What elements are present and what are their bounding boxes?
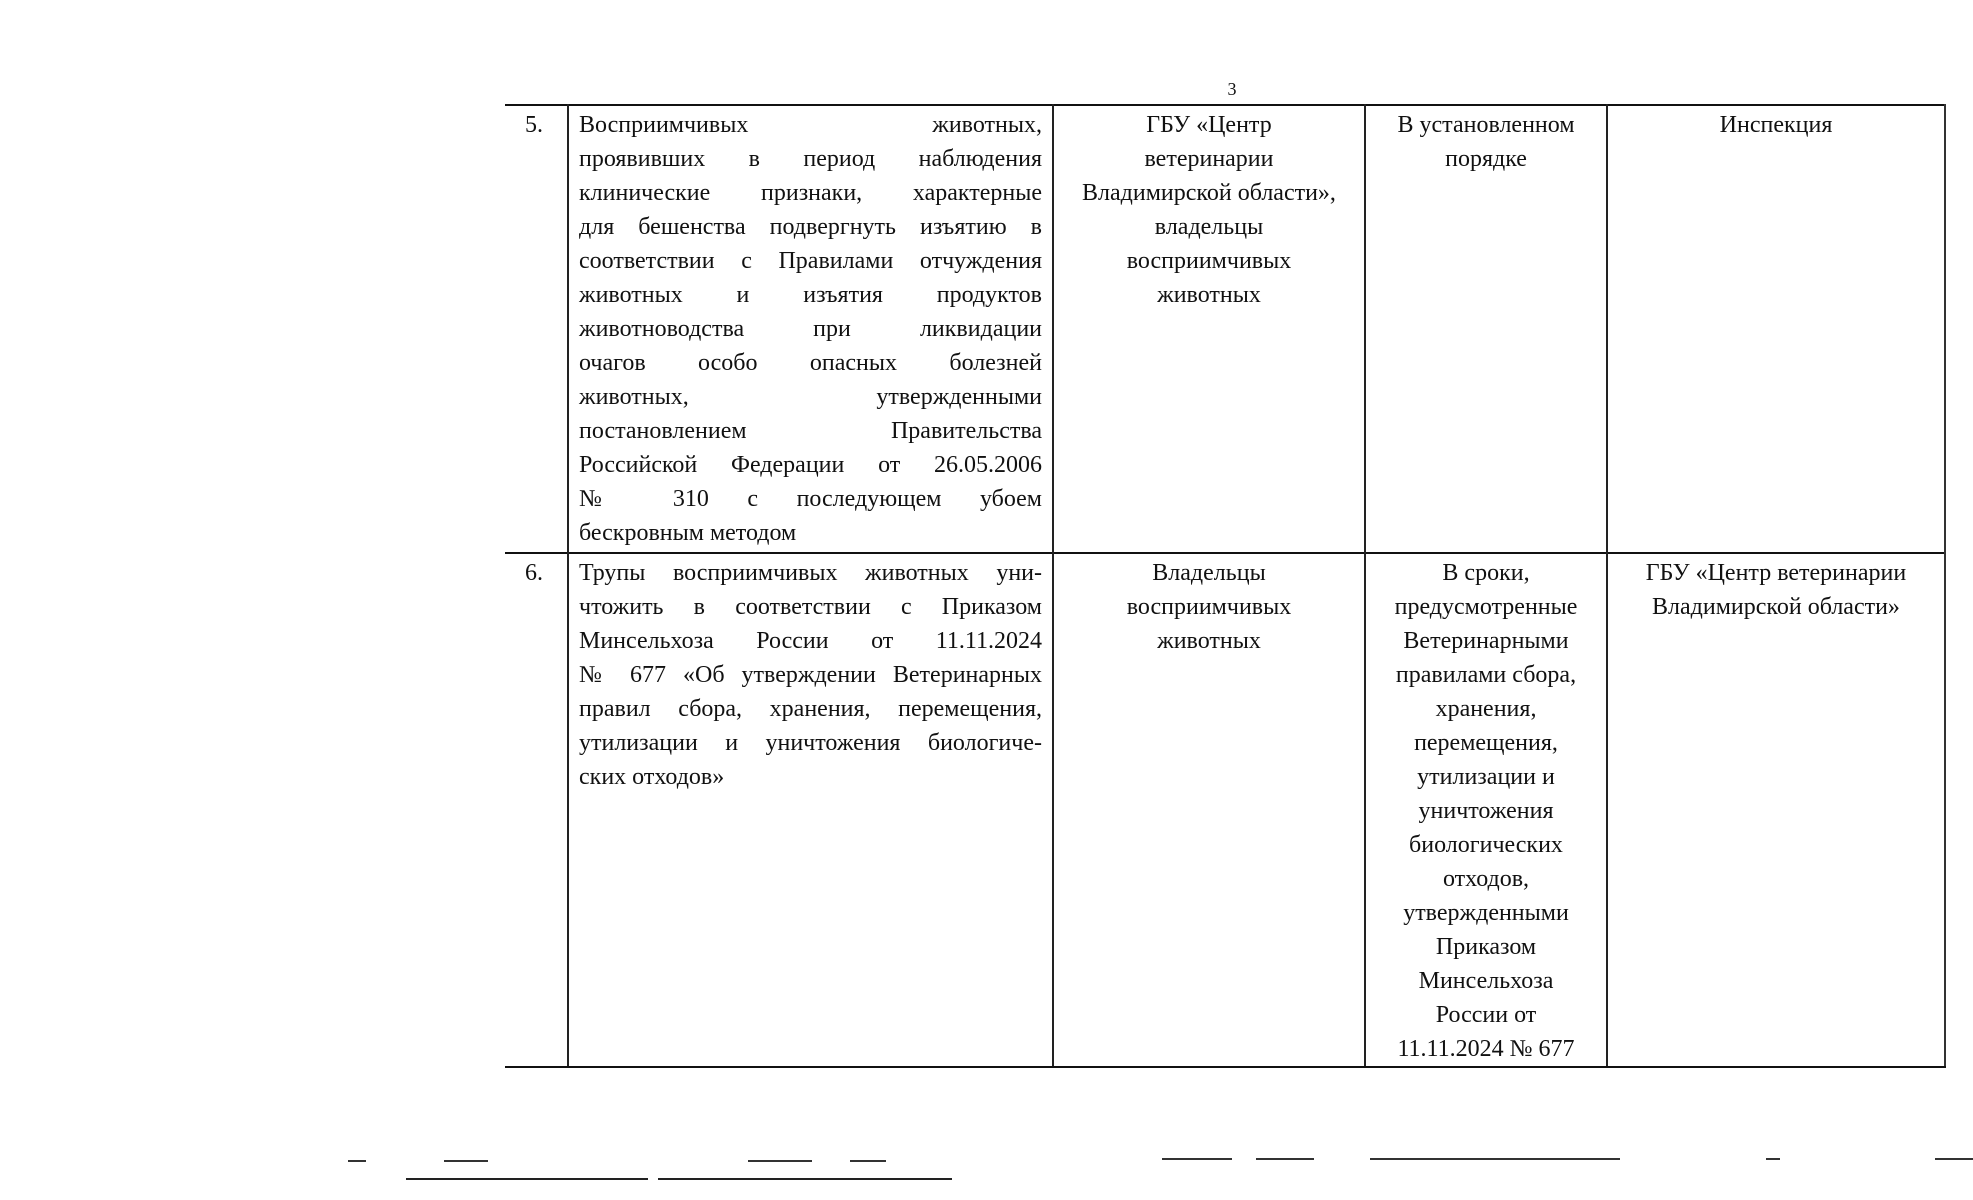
deadline-text-line: порядке (1445, 146, 1527, 172)
deadline-text-line: уничтожения (1418, 798, 1554, 824)
measure-text-line: Трупы восприимчивых животных уни- (579, 560, 1042, 586)
deadline-text-line: хранения, (1435, 696, 1537, 722)
measure-text-line: клинические признаки, характерные (579, 180, 1042, 206)
deadline-text-line: биологических (1409, 832, 1563, 858)
table-row (505, 105, 1945, 553)
measure-text-line: утилизации и уничтожения биологиче- (579, 730, 1042, 756)
scan-artifact-line (348, 1160, 366, 1162)
executor-text-line: животных (1157, 282, 1261, 308)
executor-text-line: Владимирской области», (1082, 180, 1336, 206)
measure-text-line: правил сбора, хранения, перемещения, (579, 696, 1042, 722)
deadline-text-line: утилизации и (1417, 764, 1555, 790)
control-text-line: Владимирской области» (1652, 594, 1900, 620)
measures-table (505, 104, 1946, 1068)
measure-text-line: Минсельхоза России от 11.11.2024 (579, 628, 1042, 654)
scan-artifact-line (444, 1160, 488, 1162)
measure-text-line: ских отходов» (579, 764, 725, 790)
row-number: 6. (505, 553, 568, 1067)
measure-cell (568, 105, 1053, 553)
deadline-text-line: Ветеринарными (1403, 628, 1569, 654)
footer-rule (406, 1178, 648, 1180)
deadline-text-line: В сроки, (1442, 560, 1530, 586)
deadline-cell (1365, 105, 1607, 553)
executor-text-line: ветеринарии (1144, 146, 1274, 172)
deadline-text-line: перемещения, (1414, 730, 1558, 756)
measure-text-line: № 677 «Об утверждении Ветеринарных (579, 662, 1042, 688)
deadline-text-line: предусмотренные (1394, 594, 1578, 620)
executor-text-line: владельцы (1154, 214, 1264, 240)
measure-text-line: животных, утвержденными (579, 384, 1042, 410)
deadline-text-line: утвержденными (1403, 900, 1569, 926)
scan-artifact-line (1370, 1158, 1620, 1160)
measure-text-line: проявивших в период наблюдения (579, 146, 1042, 172)
table-row (505, 553, 1945, 1067)
deadline-text-line: Минсельхоза (1418, 968, 1554, 994)
measure-text-line: постановлением Правительства (579, 418, 1042, 444)
measure-text-line: чтожить в соответствии с Приказом (579, 594, 1042, 620)
executor-cell (1053, 553, 1365, 1067)
executor-text-line: ГБУ «Центр (1146, 112, 1272, 138)
scan-artifact-line (1935, 1158, 1973, 1160)
deadline-text-line: правилами сбора, (1395, 662, 1577, 688)
measure-text-line: очагов особо опасных болезней (579, 350, 1042, 376)
deadline-text-line: Приказом (1435, 934, 1537, 960)
measure-text-line: бескровным методом (579, 520, 797, 546)
page-number: 3 (1227, 79, 1237, 99)
scan-artifact-line (1162, 1158, 1232, 1160)
scan-artifact-line (850, 1160, 886, 1162)
scan-artifact-line (1766, 1158, 1780, 1160)
control-cell (1607, 553, 1945, 1067)
scan-artifact-line (748, 1160, 812, 1162)
measure-text-line: для бешенства подвергнуть изъятию в (579, 214, 1042, 240)
deadline-text-line: 11.11.2024 № 677 (1397, 1036, 1575, 1062)
measure-cell (568, 553, 1053, 1067)
executor-cell (1053, 105, 1365, 553)
deadline-text-line: России от (1435, 1002, 1537, 1028)
executor-text-line: Владельцы (1152, 560, 1266, 586)
control-cell (1607, 105, 1945, 553)
scan-artifact-line (1256, 1158, 1314, 1160)
measure-text-line: Российской Федерации от 26.05.2006 (579, 452, 1042, 478)
measure-text-line: Восприимчивых животных, (579, 112, 1042, 138)
measure-text-line: соответствии с Правилами отчуждения (579, 248, 1042, 274)
executor-text-line: животных (1157, 628, 1261, 654)
control-text-line: Инспекция (1719, 112, 1833, 138)
control-text-line: ГБУ «Центр ветеринарии (1645, 560, 1907, 586)
row-number: 5. (505, 105, 568, 553)
measure-text-line: № 310 с последующем убоем (579, 486, 1042, 512)
deadline-cell (1365, 553, 1607, 1067)
measure-text-line: животноводства при ликвидации (579, 316, 1042, 342)
executor-text-line: восприимчивых (1126, 248, 1292, 274)
deadline-text-line: В установленном (1397, 112, 1575, 138)
deadline-text-line: отходов, (1442, 866, 1530, 892)
footer-rule (658, 1178, 952, 1180)
measure-text-line: животных и изъятия продуктов (579, 282, 1042, 308)
executor-text-line: восприимчивых (1126, 594, 1292, 620)
